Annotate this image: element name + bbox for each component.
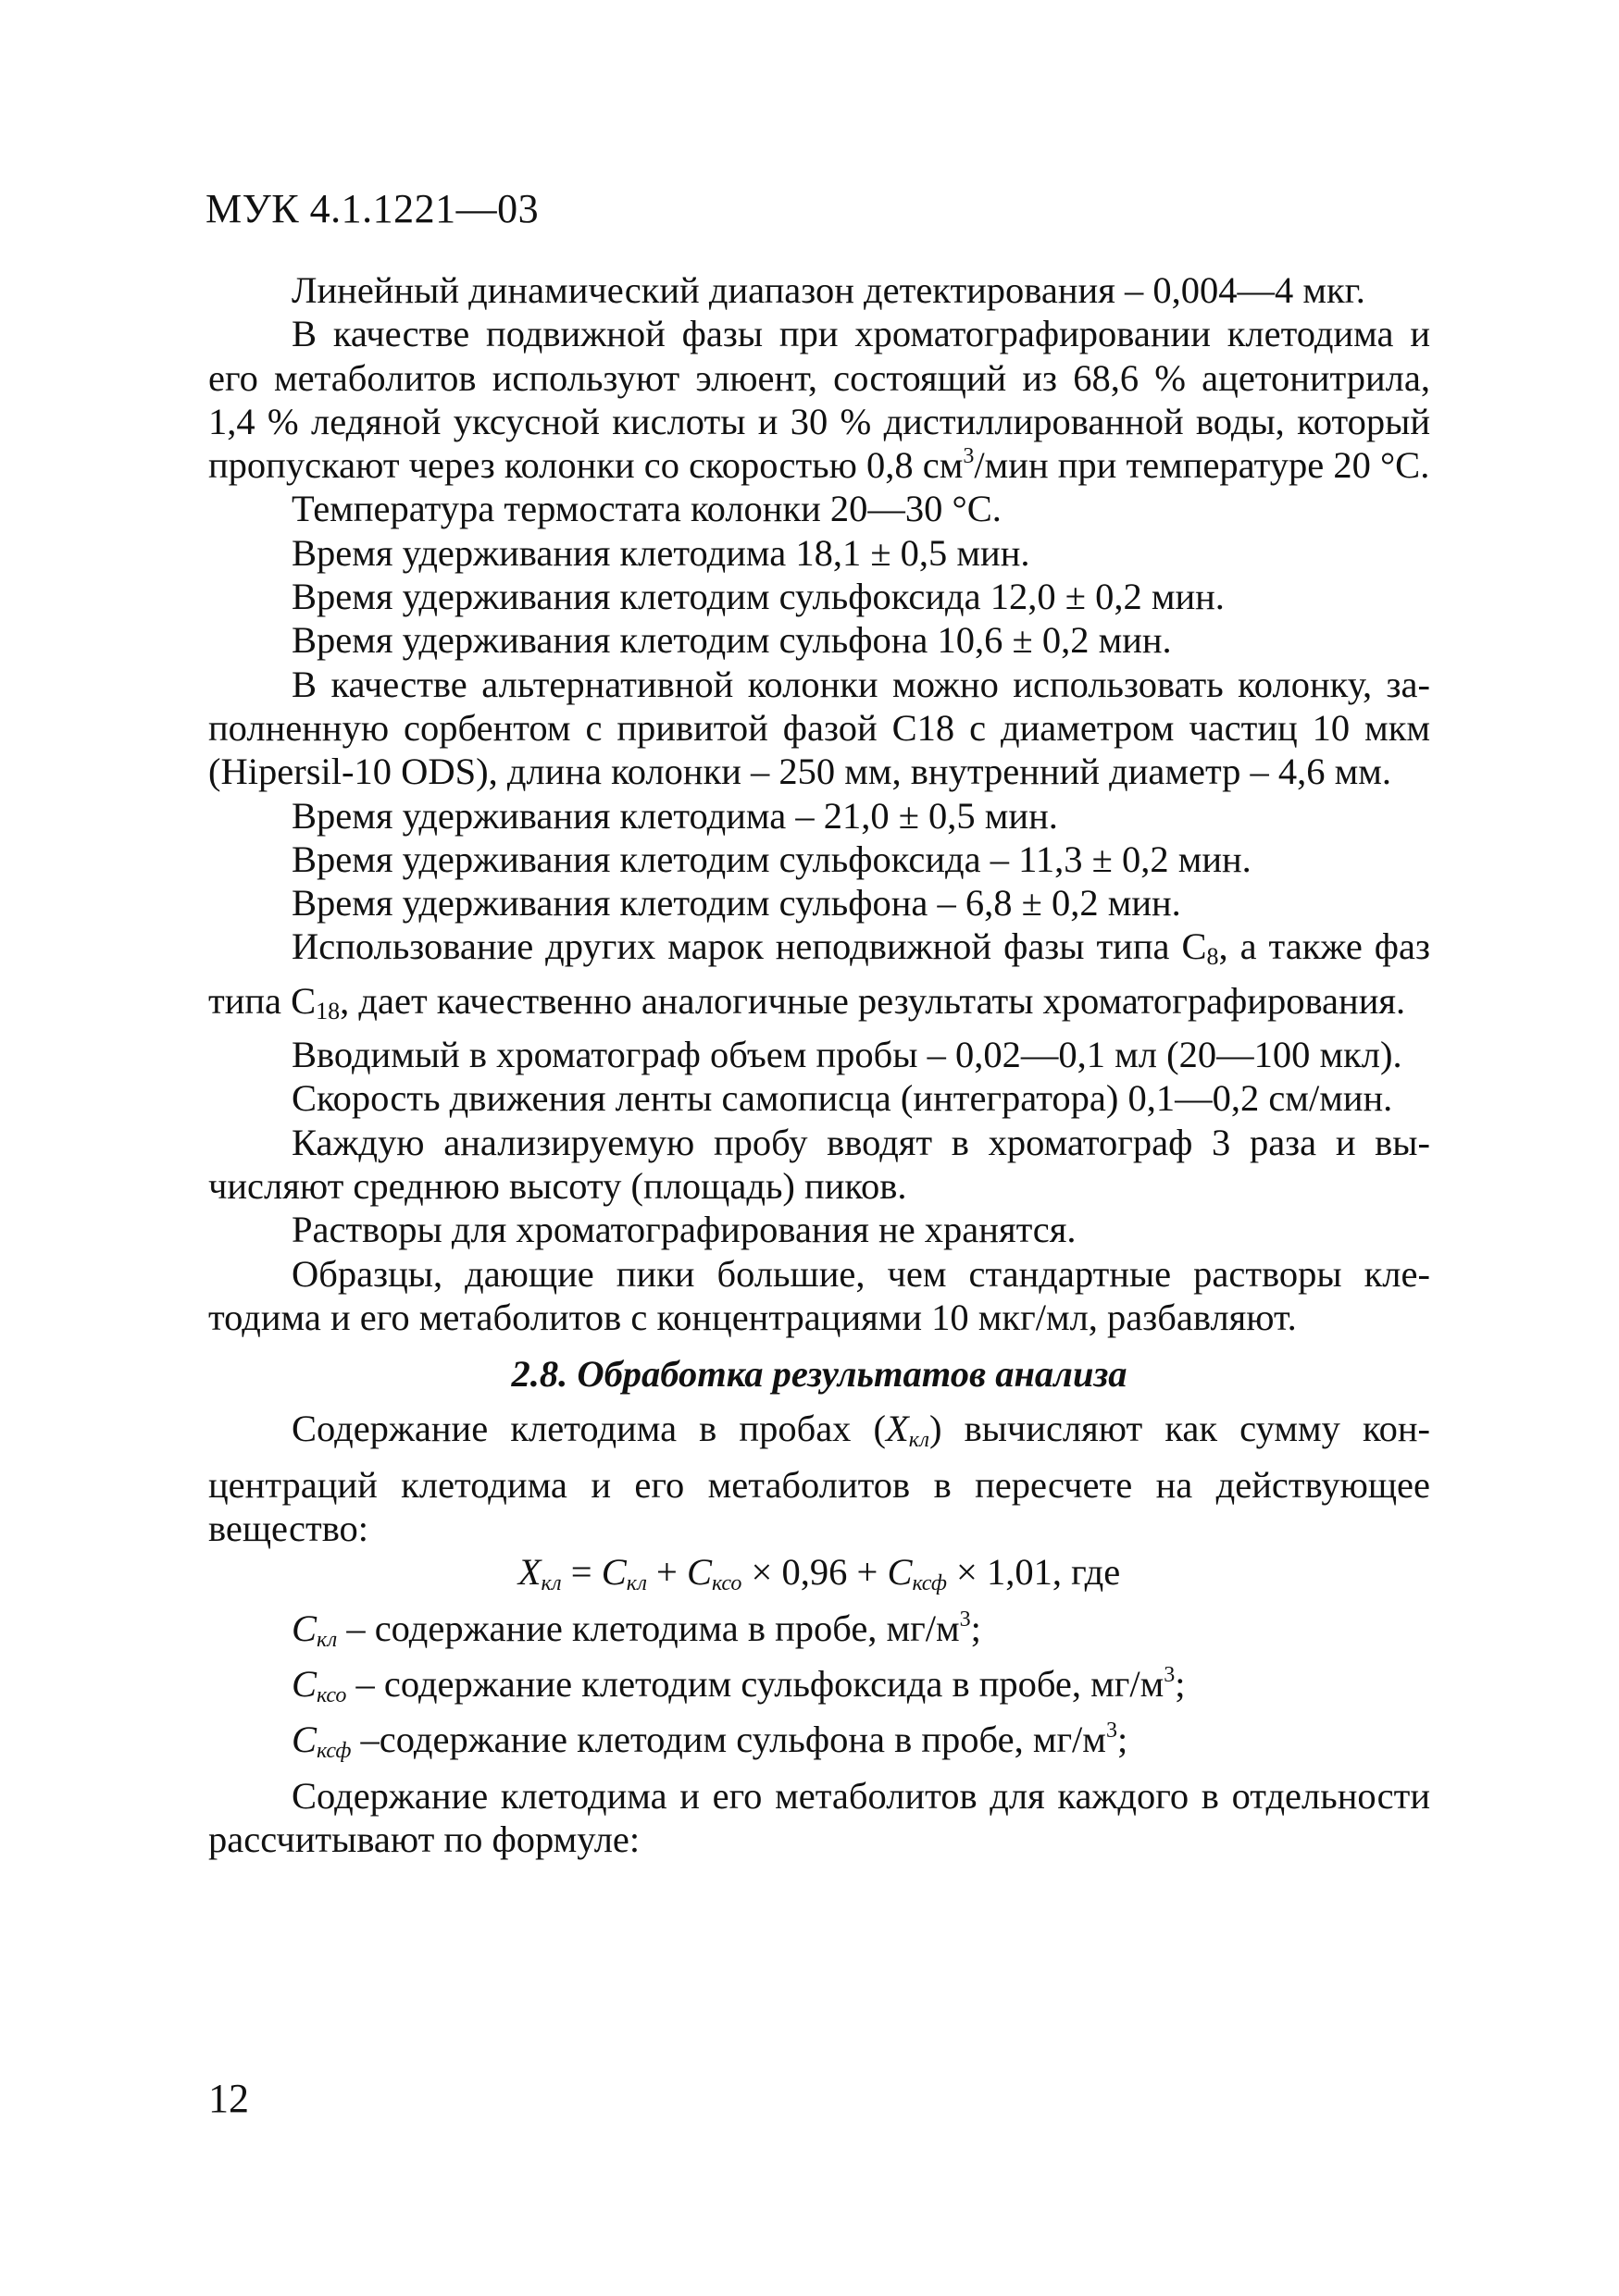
section-heading: 2.8. Обработка результатов анализа (511, 1353, 1127, 1396)
definition-text: –содержание клетодим сульфона в пробе, мг/м (351, 1719, 1106, 1761)
paragraph-per-metabolite: Содержание клетодима и его метаболитов для каждого в отдельности рассчитывают по формуле: (208, 1774, 1430, 1860)
paragraph-detection-range: Линейный динамический диапазон детектирования – 0,004—4 мкг. (292, 269, 1365, 311)
subscript: кл (908, 1428, 929, 1453)
paragraph-dilution: Образцы, дающие пики большие, чем стандартные растворы клетодима и его метаболитов с концентрациями 10 мкг/мл, разбавляют. (208, 1252, 1430, 1338)
subscript: 8 (1206, 943, 1219, 971)
subscript: 18 (316, 997, 341, 1024)
paragraph-storage: Растворы для хроматографирования не хранятся. (292, 1209, 1077, 1251)
definition-symbol: C (292, 1662, 318, 1705)
text-segment: /мин при температуре 20 °С. (974, 444, 1430, 487)
formula-operator: = (561, 1551, 602, 1594)
paragraph-recorder-speed: Скорость движения ленты самописца (интегратора) 0,1—0,2 см/мин. (292, 1077, 1393, 1120)
formula-operator: + (646, 1551, 687, 1594)
definition-end: ; (970, 1607, 981, 1649)
variable-symbol: X (886, 1408, 909, 1450)
paragraph-retention-3: Время удерживания клетодим сульфона 10,6 ± 0,2 мин. (292, 619, 1172, 662)
paragraph-other-phases (208, 925, 1430, 1033)
text-segment: Использование других марок неподвижной фазы типа С (292, 925, 1207, 968)
paragraph-calculation-intro (208, 1407, 1430, 1550)
subscript: ксо (712, 1571, 742, 1596)
text-segment: Содержание клетодима в пробах ( (292, 1408, 887, 1450)
text-segment: , а также фаз типа С (208, 925, 1430, 1022)
paragraph-alt-retention-1: Время удерживания клетодима – 21,0 ± 0,5 мин. (292, 794, 1058, 837)
formula-symbol: C (687, 1551, 713, 1594)
definition-text: – содержание клетодима в пробе, мг/м (337, 1607, 960, 1649)
subscript: ксф (912, 1571, 947, 1596)
subscript: кл (626, 1571, 647, 1596)
subscript: кл (317, 1627, 338, 1652)
running-head: МУК 4.1.1221—03 (205, 186, 540, 231)
formula-operator: × 1,01, где (946, 1551, 1121, 1594)
text-segment: В качестве подвижной фазы при хроматографировании клетодима и его метаболитов используют элюент, состоящий из 68,6 % ацетонитрила, 1,4 % ледяной уксусной кислоты и 30 % дистиллированной воды, который пропускают через колонки со скоростью 0,8 см (208, 313, 1430, 487)
definition-end: ; (1116, 1719, 1128, 1761)
subscript: ксф (317, 1739, 352, 1764)
superscript: 3 (1105, 1719, 1117, 1744)
definition-text: – содержание клетодим сульфоксида в пробе, мг/м (346, 1662, 1164, 1705)
definition-symbol: C (292, 1607, 318, 1649)
paragraph-mobile-phase (208, 312, 1430, 487)
superscript: 3 (959, 1607, 971, 1632)
text-segment: , дает качественно аналогичные результаты хроматографирования. (340, 979, 1406, 1022)
subscript: кл (541, 1571, 562, 1596)
paragraph-sample-volume: Вводимый в хроматограф объем пробы – 0,02—0,1 мл (20—100 мкл). (292, 1034, 1402, 1076)
superscript: 3 (963, 444, 975, 469)
paragraph-thermostat: Температура термостата колонки 20—30 °С. (292, 488, 1002, 530)
paragraph-retention-1: Время удерживания клетодима 18,1 ± 0,5 мин. (292, 531, 1030, 574)
superscript: 3 (1164, 1662, 1176, 1687)
formula-operator: × 0,96 + (741, 1551, 888, 1594)
paragraph-alt-retention-3: Время удерживания клетодим сульфона – 6,8 ± 0,2 мин. (292, 882, 1181, 925)
paragraph-injections: Каждую анализируемую пробу вводят в хроматограф 3 раза и вычисляют среднюю высоту (площадь) пиков. (208, 1121, 1430, 1207)
definition-line (208, 1718, 1430, 1773)
paragraph-retention-2: Время удерживания клетодим сульфоксида 12,0 ± 0,2 мин. (292, 576, 1225, 618)
paragraph-alternative-column: В качестве альтернативной колонки можно использовать колонку, заполненную сорбентом с привитой фазой С18 с диаметром частиц 10 мкм (Hipersil-10 ODS), длина колонки – 250 мм, внутренний диаметр – 4,6 мм. (208, 663, 1430, 793)
page-body (208, 268, 1430, 1861)
text-segment: ) вычисляют как сумму концентраций клетодима и его метаболитов в пересчете на действующее вещество: (208, 1408, 1430, 1550)
formula-symbol: C (887, 1551, 913, 1594)
definition-symbol: C (292, 1719, 318, 1761)
formula-symbol: C (601, 1551, 627, 1594)
formula-total (208, 1550, 1430, 1606)
subscript: ксо (317, 1682, 347, 1707)
formula-symbol: X (517, 1551, 542, 1594)
definition-line (208, 1607, 1430, 1662)
definition-end: ; (1175, 1662, 1186, 1705)
page-number: 12 (208, 2076, 249, 2121)
definition-line (208, 1662, 1430, 1718)
paragraph-alt-retention-2: Время удерживания клетодим сульфоксида – 11,3 ± 0,2 мин. (292, 838, 1252, 880)
